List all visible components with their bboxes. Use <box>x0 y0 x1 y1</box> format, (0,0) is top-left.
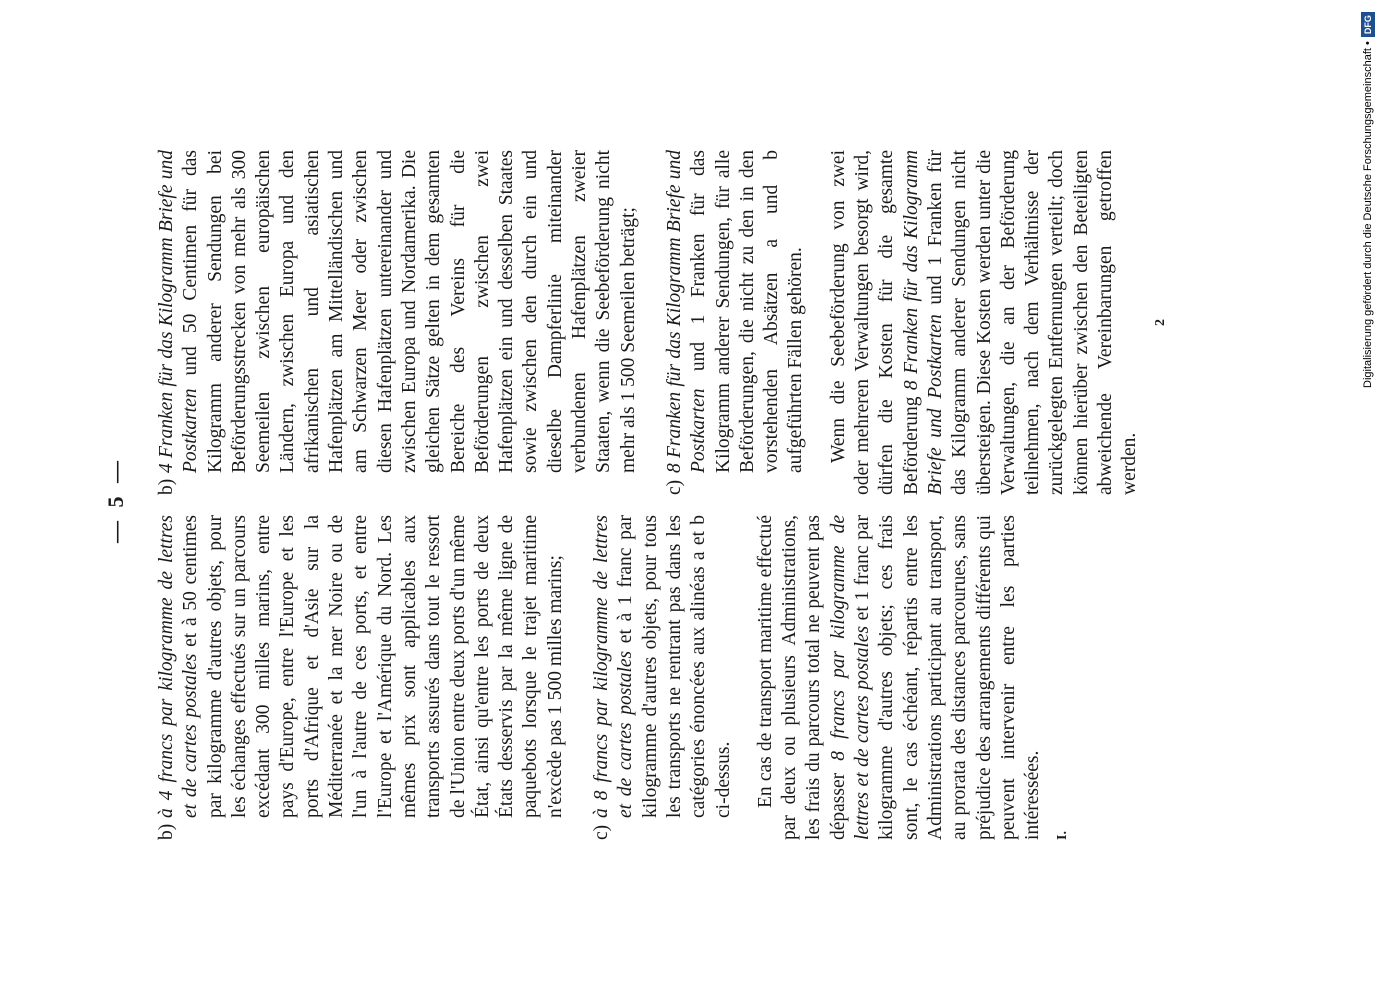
german-signature-mark: 2 <box>1152 319 1168 326</box>
french-item-b-label: b) <box>156 823 177 840</box>
german-item-c-text: und 1 Franken für das Kilogramm anderer Sendungen, für alle Beförderungen, die nicht zu den in den vorstehenden Absätzen a und b aufgeführten Fällen gehören. <box>688 150 807 473</box>
german-paragraph-rate: 8 Franken für das Kilogramm Briefe und Postkarten <box>900 150 946 495</box>
french-item-c-rate: à 8 francs par kilogramme de lettres et de cartes postales <box>591 515 637 818</box>
german-item-b <box>155 150 641 495</box>
german-paragraph-start: Wenn die Seebeförderung von zwei oder mehreren Verwaltungen besorgt wird, dürfen die Kosten für die gesamte Beförderung <box>827 150 922 495</box>
german-item-b-label: b) <box>156 478 177 495</box>
german-item-b-rate: 4 Franken für das Kilogramm Briefe und Postkarten <box>156 150 202 473</box>
rotated-scanned-page <box>95 0 1375 1000</box>
digitization-notice-text: Digitalisierung gefördert durch die Deutsche Forschungsgemeinschaft • <box>1362 41 1374 388</box>
german-item-b-text: und 50 Centimen für das Kilogramm anderer Sendungen bei Beförderungsstrecken von mehr als 300 Seemeilen zwischen europäischen Ländern, zwischen Europa und den afrikanischen und asiatischen Hafenplätzen am Mittelländischen und am Schwarzen Meer oder zwischen diesen Hafenplätzen untereinander und zwischen Europa und Nordamerika. Die gleichen Sätze gelten in dem gesamten Bereiche des Vereins für die Beförderungen zwischen zwei Hafenplätzen ein und desselben Staates sowie zwischen den durch ein und dieselbe Dampferlinie miteinander verbundenen Hafenplätzen zweier Staaten, wenn die Seebeförderung nicht mehr als 1 500 Seemeilen beträgt; <box>180 150 639 473</box>
french-item-c-label: c) <box>591 824 613 840</box>
french-paragraph-end: et 1 franc par kilogramme d'autres objets; ces frais sont, le cas échéant, répartis entre les Administrations participant au transport, au prorata des distances parcourues, sans préjudice des arrangements différents qui peuvent intervenir entre les parties intéressées. <box>852 515 1044 840</box>
german-column <box>155 150 1173 495</box>
digitization-notice <box>1357 8 1379 388</box>
french-item-c <box>590 515 736 840</box>
french-item-c-text: et à 1 franc par kilogramme d'autres objets, pour tous les transports ne rentrant pas dans les catégories énoncées aux alinéas a et b ci-dessus. <box>615 515 734 818</box>
german-item-c <box>663 150 809 495</box>
page-number: — 5 — <box>103 457 128 543</box>
french-signature-mark: I. <box>1055 831 1071 840</box>
french-paragraph-rate: 8 francs par kilogramme de lettres et de cartes postales <box>827 515 874 840</box>
french-paragraph-start: En cas de transport maritime effectué par deux ou plusieurs Administrations, les frais du parcours total ne peuvent pas dépasser <box>754 515 849 840</box>
german-paragraph <box>827 150 1143 495</box>
dfg-logo: DFG <box>1361 12 1375 37</box>
german-item-c-rate: 8 Franken für das Kilogramm Briefe und Postkarten <box>663 150 710 473</box>
french-column <box>155 515 1076 840</box>
german-paragraph-end: und 1 Franken für das Kilogramm anderer Sendungen nicht übersteigen. Diese Kosten werden unter die Verwaltungen, die an der Beförderung teilnehmen, nach dem Verhältnisse der zurückgelegten Entfernungen verteilt; doch können hierüber zwischen den Beteiligten abweichende Vereinbarungen getroffen werden. <box>924 150 1141 495</box>
french-item-b-rate: à 4 francs par kilogramme de lettres et de cartes postales <box>156 515 202 818</box>
french-paragraph <box>754 515 1046 840</box>
french-item-b <box>155 515 568 840</box>
french-item-b-text: et à 50 centimes par kilogramme d'autres objets, pour les échanges effectués sur un parcours excédant 300 milles marins, entre pays d'Europe, entre l'Europe et les ports d'Afrique et d'Asie sur la Méditerranée et la mer Noire ou de l'un à l'autre de ces ports, et entre l'Europe et l'Amérique du Nord. Les mêmes prix sont applicables aux transports assurés dans tout le ressort de l'Union entre deux ports d'un même État, ainsi qu'entre les ports de deux États desservis par la même ligne de paquebots lorsque le trajet maritime n'excède pas 1 500 milles marins; <box>180 515 566 818</box>
german-item-c-label: c) <box>663 479 685 495</box>
